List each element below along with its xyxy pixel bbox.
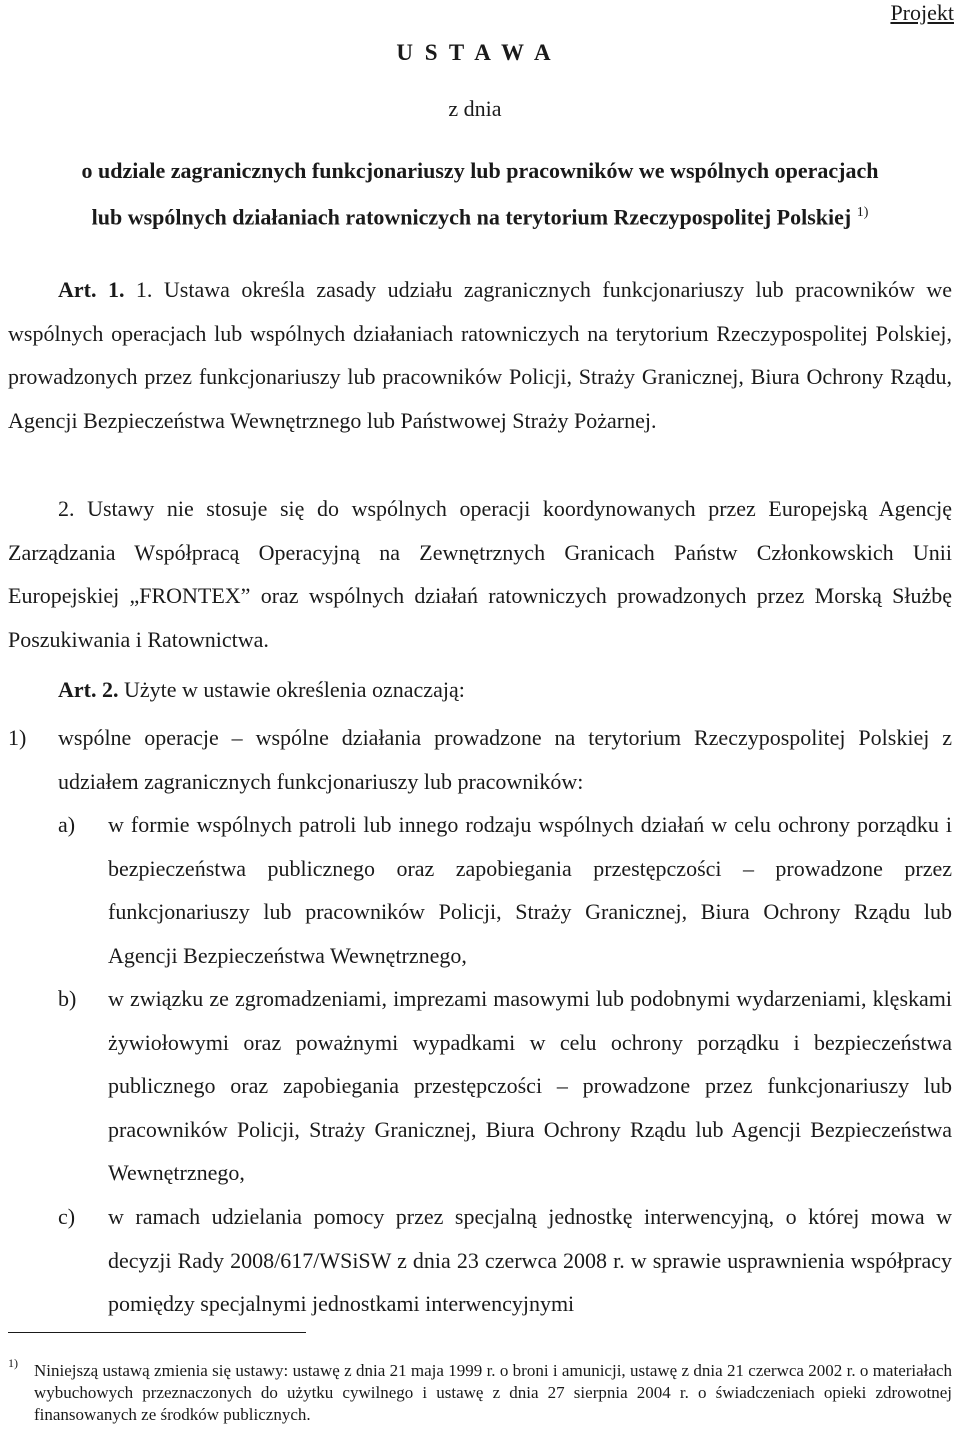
art1-paragraph-1 [8,268,952,442]
title-line-1: o udziale zagranicznych funkcjonariuszy lub pracowników we wspólnych operacjach [81,158,879,183]
date-line: z dnia [448,96,502,121]
footnote [8,1356,952,1426]
subitem-b-label: b) [58,986,77,1011]
item-1-label: 1) [8,725,27,750]
art2-intro-line [58,677,465,703]
title-footnote-ref: 1) [856,205,869,220]
footnote-separator [8,1332,306,1333]
subitem-a-text: w formie wspólnych patroli lub innego rodzaju wspólnych działań w celu ochrony porządku i bezpieczeństwa publicznego oraz zapobiegania przestępczości – prowadzone przez funkcjonariuszy lub pracowników Policji, Straży Granicznej, Biura Ochrony Rządu lub Agencji Bezpieczeństwa Wewnętrznego, [108,812,952,968]
footnote-text: Niniejszą ustawą zmienia się ustawy: ustawę z dnia 21 maja 1999 r. o broni i amunicji, ustawę z dnia 21 czerwca 2002 r. o materiałach wybuchowych przeznaczonych do użytku cywilnego i ustawę z dnia 27 sierpnia 2004 r. o świadczeniach opieki zdrowotnej finansowanych ze środków publicznych. [34,1361,952,1424]
art1-p1-number: 1. [135,277,153,302]
definition-subitem-b [58,977,952,1195]
art1-p2-text: Ustawy nie stosuje się do wspólnych operacji koordynowanych przez Europejską Agencję Zarządzania Współpracą Operacyjną na Zewnętrznych Granicach Państw Członkowskich Unii Europejskiej „FRONTEX” oraz wspólnych działań ratowniczych prowadzonych przez Morską Służbę Poszukiwania i Ratownictwa. [8,496,952,652]
title-line-2 [0,192,960,238]
art1-p2-number: 2. [58,496,75,521]
projekt-label: Projekt [890,0,954,25]
art1-p1-text: Ustawa określa zasady udziału zagranicznych funkcjonariuszy lub pracowników we wspólnych operacjach lub wspólnych działaniach ratowniczych na terytorium Rzeczypospolitej Polskiej, prowadzonych przez funkcjonariuszy lub pracowników Policji, Straży Granicznej, Biura Ochrony Rządu, Agencji Bezpieczeństwa Wewnętrznego lub Państwowej Straży Pożarnej. [8,277,953,433]
definition-subitem-c [58,1195,952,1326]
subitem-a-label: a) [58,812,76,837]
subitem-c-label: c) [58,1204,76,1229]
art2-intro: Użyte w ustawie określenia oznaczają: [123,677,465,702]
art2-heading: Art. 2. [58,677,119,702]
act-title [0,150,960,238]
item-1-text: wspólne operacje – wspólne działania prowadzone na terytorium Rzeczypospolitej Polskiej z udziałem zagranicznych funkcjonariuszy lub pracowników: [58,725,952,794]
title-line-2-text: lub wspólnych działaniach ratowniczych na terytorium Rzeczypospolitej Polskiej [91,204,852,230]
subitem-b-text: w związku ze zgromadzeniami, imprezami masowymi lub podobnymi wydarzeniami, klęskami żywiołowymi oraz poważnymi wypadkami w celu ochrony porządku i bezpieczeństwa publicznego oraz zapobiegania przestępczości – prowadzone przez funkcjonariuszy lub pracowników Policji, Straży Granicznej, Biura Ochrony Rządu lub Agencji Bezpieczeństwa Wewnętrznego, [108,986,952,1185]
definition-subitem-a [58,803,952,977]
art1-heading: Art. 1. [58,277,125,302]
footnote-mark: 1) [8,1356,18,1370]
document-type-heading: U S T A W A [396,40,554,65]
subitem-c-text: w ramach udzielania pomocy przez specjalną jednostkę interwencyjną, o której mowa w decyzji Rady 2008/617/WSiSW z dnia 23 czerwca 2008 r. w sprawie usprawnienia współpracy pomiędzy specjalnymi jednostkami interwencyjnymi [108,1204,952,1316]
art1-paragraph-2 [8,487,952,661]
definition-item-1 [8,716,952,803]
